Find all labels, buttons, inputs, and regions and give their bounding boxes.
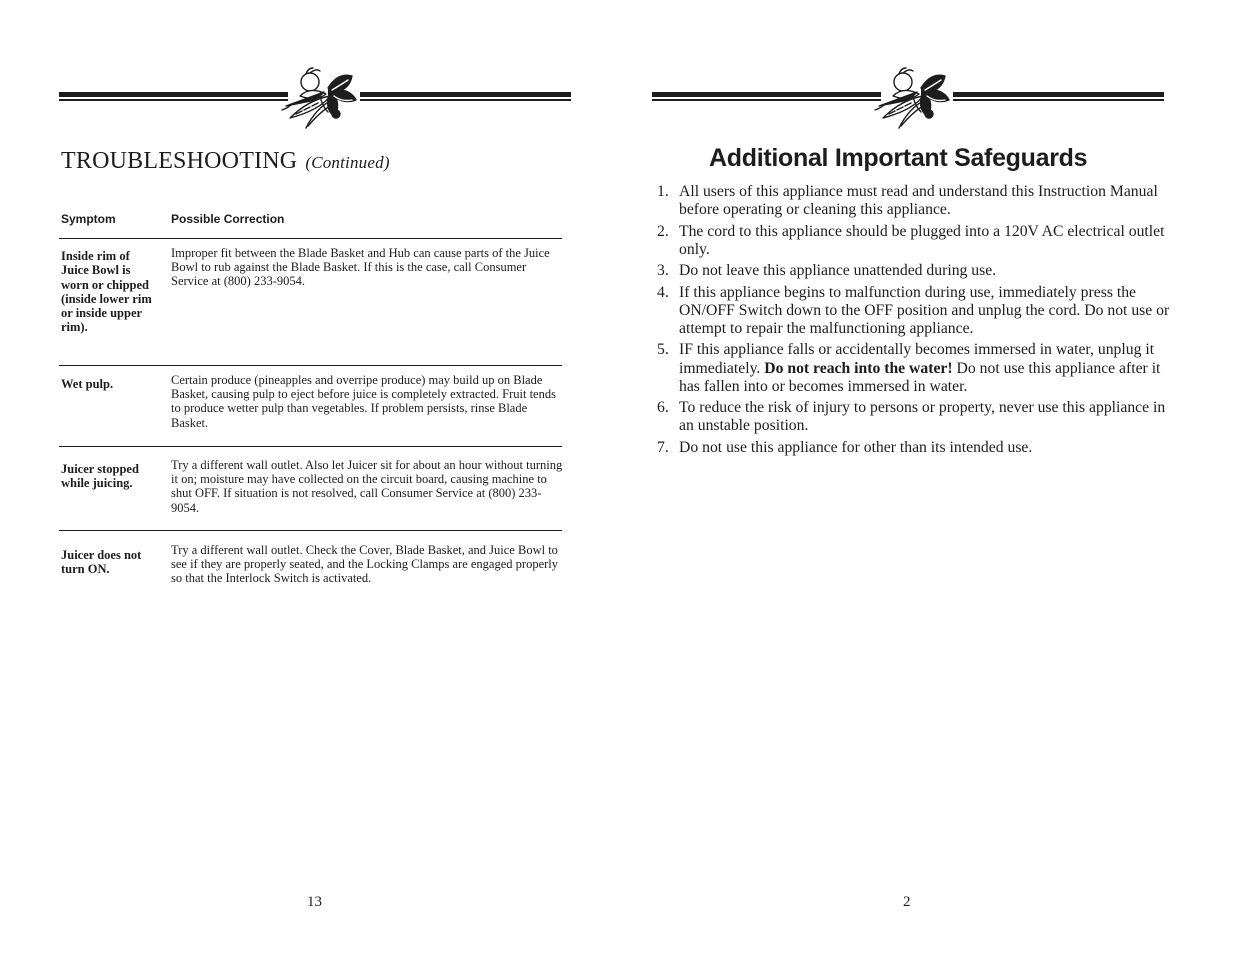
vegetable-bouquet-icon [869, 66, 957, 132]
page-number: 2 [903, 894, 911, 910]
list-item [657, 399, 1177, 435]
left-page [0, 0, 617, 954]
list-item [657, 284, 1177, 339]
troubleshooting-title: TROUBLESHOOTING (Continued) [61, 148, 390, 174]
table-divider [59, 365, 562, 366]
table-row-symptom: Juicer stopped while juicing. [61, 462, 139, 491]
item-text-after: Do not use this appliance after it has fallen into or becomes immersed in water. [679, 359, 1161, 395]
vegetable-bouquet-icon [276, 66, 364, 132]
item-text: Do not leave this appliance unattended during use. [679, 262, 997, 280]
table-divider [59, 530, 562, 531]
table-row-correction: Try a different wall outlet. Check the Cover, Blade Basket, and Juice Bowl to see if they are properly seated, and the Locking Clamps are engaged properly so that the Interlock Switch is activated. [171, 543, 558, 586]
list-item [657, 439, 1177, 457]
table-divider [59, 238, 562, 239]
continued-note: (Continued) [305, 153, 390, 172]
right-page [617, 0, 1235, 954]
table-row-symptom: Inside rim of Juice Bowl is worn or chipped (inside lower rim or inside upper rim). [61, 249, 152, 335]
safeguards-title: Additional Important Safeguards [709, 144, 1088, 172]
list-item [657, 223, 1177, 259]
item-number: 7. [657, 438, 669, 456]
correction-header: Possible Correction [171, 212, 285, 226]
table-divider [59, 446, 562, 447]
table-row-symptom: Juicer does not turn ON. [61, 548, 142, 577]
symptom-header: Symptom [61, 212, 116, 226]
item-text: The cord to this appliance should be plugged into a 120V AC electrical outlet only. [679, 222, 1165, 258]
header-rule-right [953, 92, 1164, 101]
table-row-correction: Certain produce (pineapples and overripe produce) may build up on Blade Basket, causing pulp to eject before juice is completely extracted. Fruit tends to produce wetter pulp than vegetables. If problem persists, rinse Blade Basket. [171, 373, 556, 430]
header-rule-right [360, 92, 571, 101]
item-text: All users of this appliance must read and understand this Instruction Manual before operating or cleaning this appliance. [679, 183, 1158, 219]
item-number: 6. [657, 399, 669, 417]
item-number: 4. [657, 283, 669, 301]
item-number: 5. [657, 341, 669, 359]
safeguards-list [657, 183, 1177, 460]
list-item [657, 262, 1177, 280]
warning-emphasis: Do not reach into the water! [764, 359, 953, 377]
table-row-correction: Try a different wall outlet. Also let Juicer sit for about an hour without turning it on; moisture may have collected on the circuit board, causing machine to shut OFF. If situation is not resolved, call Consumer Service at (800) 233-9054. [171, 458, 563, 515]
item-text: To reduce the risk of injury to persons or property, never use this appliance in an unstable position. [679, 399, 1166, 435]
item-text-before: IF this appliance falls or accidentally becomes immersed in water, unplug it immediately. [679, 341, 1155, 377]
item-number: 3. [657, 262, 669, 280]
item-text: Do not use this appliance for other than its intended use. [679, 438, 1033, 456]
list-item [657, 183, 1177, 219]
table-row-symptom: Wet pulp. [61, 377, 114, 391]
header-rule-left [59, 92, 288, 101]
item-text: If this appliance begins to malfunction during use, immediately press the ON/OFF Switch down to the OFF position and unplug the cord. Do not use or attempt to repair the malfunctioning appliance. [679, 283, 1170, 337]
table-row-correction: Improper fit between the Blade Basket and Hub can cause parts of the Juice Bowl to rub against the Blade Basket. If this is the case, call Consumer Service at (800) 233-9054. [171, 246, 550, 289]
item-number: 2. [657, 222, 669, 240]
list-item [657, 341, 1177, 396]
page-number: 13 [307, 894, 322, 910]
header-rule-left [652, 92, 881, 101]
item-number: 1. [657, 183, 669, 200]
